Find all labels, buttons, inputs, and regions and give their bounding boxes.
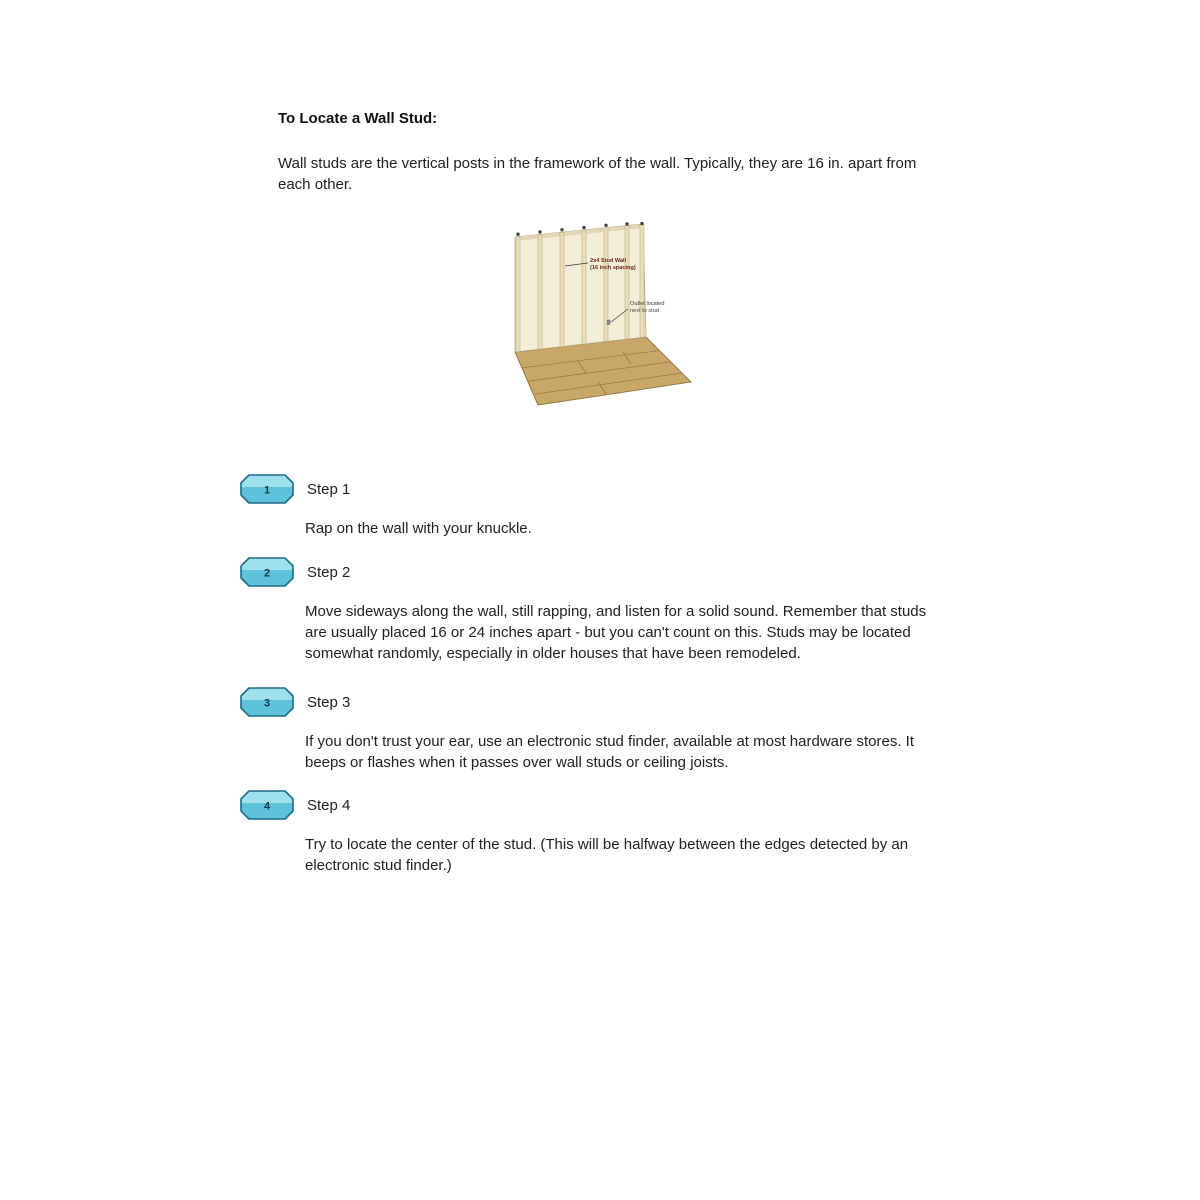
step-3-text: If you don't trust your ear, use an electronic stud finder, available at most hardware stores. It beeps or flashes when it passes over wall studs or ceiling joists. <box>305 733 915 771</box>
figure-label-outlet: Outlet located <box>630 301 665 307</box>
stud <box>640 224 644 337</box>
step-1-text: Rap on the wall with your knuckle. <box>305 520 532 537</box>
step-2-number: 2 <box>263 567 271 580</box>
step-2-badge <box>240 557 294 587</box>
intro-paragraph: Wall studs are the vertical posts in the framework of the wall. Typically, they are 16 in. apart from each other. <box>278 155 917 193</box>
step-4-text: Try to locate the center of the stud. (This will be halfway between the edges detected by an electronic stud finder.) <box>305 836 909 874</box>
step-row-2 <box>240 557 940 587</box>
stud-wall-illustration <box>503 222 698 410</box>
document-page <box>240 108 940 876</box>
figure-label-stud-wall: 2x4 Stud Wall <box>590 258 627 264</box>
stud <box>625 226 629 339</box>
stud <box>516 237 520 352</box>
step-3-badge <box>240 687 294 717</box>
step-1-label: Step 1 <box>307 480 351 498</box>
step-4-badge <box>240 790 294 820</box>
step-4-number: 4 <box>263 800 271 813</box>
stud <box>582 230 586 344</box>
stud-wall-diagram <box>503 222 698 410</box>
page-title: To Locate a Wall Stud: <box>278 110 438 127</box>
figure-label-stud-wall-spacing: (16 inch spacing) <box>590 265 636 271</box>
step-3-label: Step 3 <box>307 693 351 711</box>
step-row-4 <box>240 790 940 820</box>
outlet-shape <box>607 320 610 325</box>
figure-label-outlet-2: next to stud <box>630 308 659 314</box>
step-4-label: Step 4 <box>307 796 351 814</box>
step-row-1 <box>240 474 940 504</box>
step-2-text: Move sideways along the wall, still rapping, and listen for a solid sound. Remember that studs are usually placed 16 or 24 inches apart - but you can't count on this. Studs may be located somewhat randomly, especially in older houses that have been remodeled. <box>305 603 927 662</box>
step-3-number: 3 <box>263 697 271 710</box>
step-row-3 <box>240 687 940 717</box>
step-2-label: Step 2 <box>307 563 351 581</box>
step-1-number: 1 <box>263 484 271 497</box>
stud <box>560 232 564 346</box>
step-1-badge <box>240 474 294 504</box>
stud <box>538 235 542 350</box>
